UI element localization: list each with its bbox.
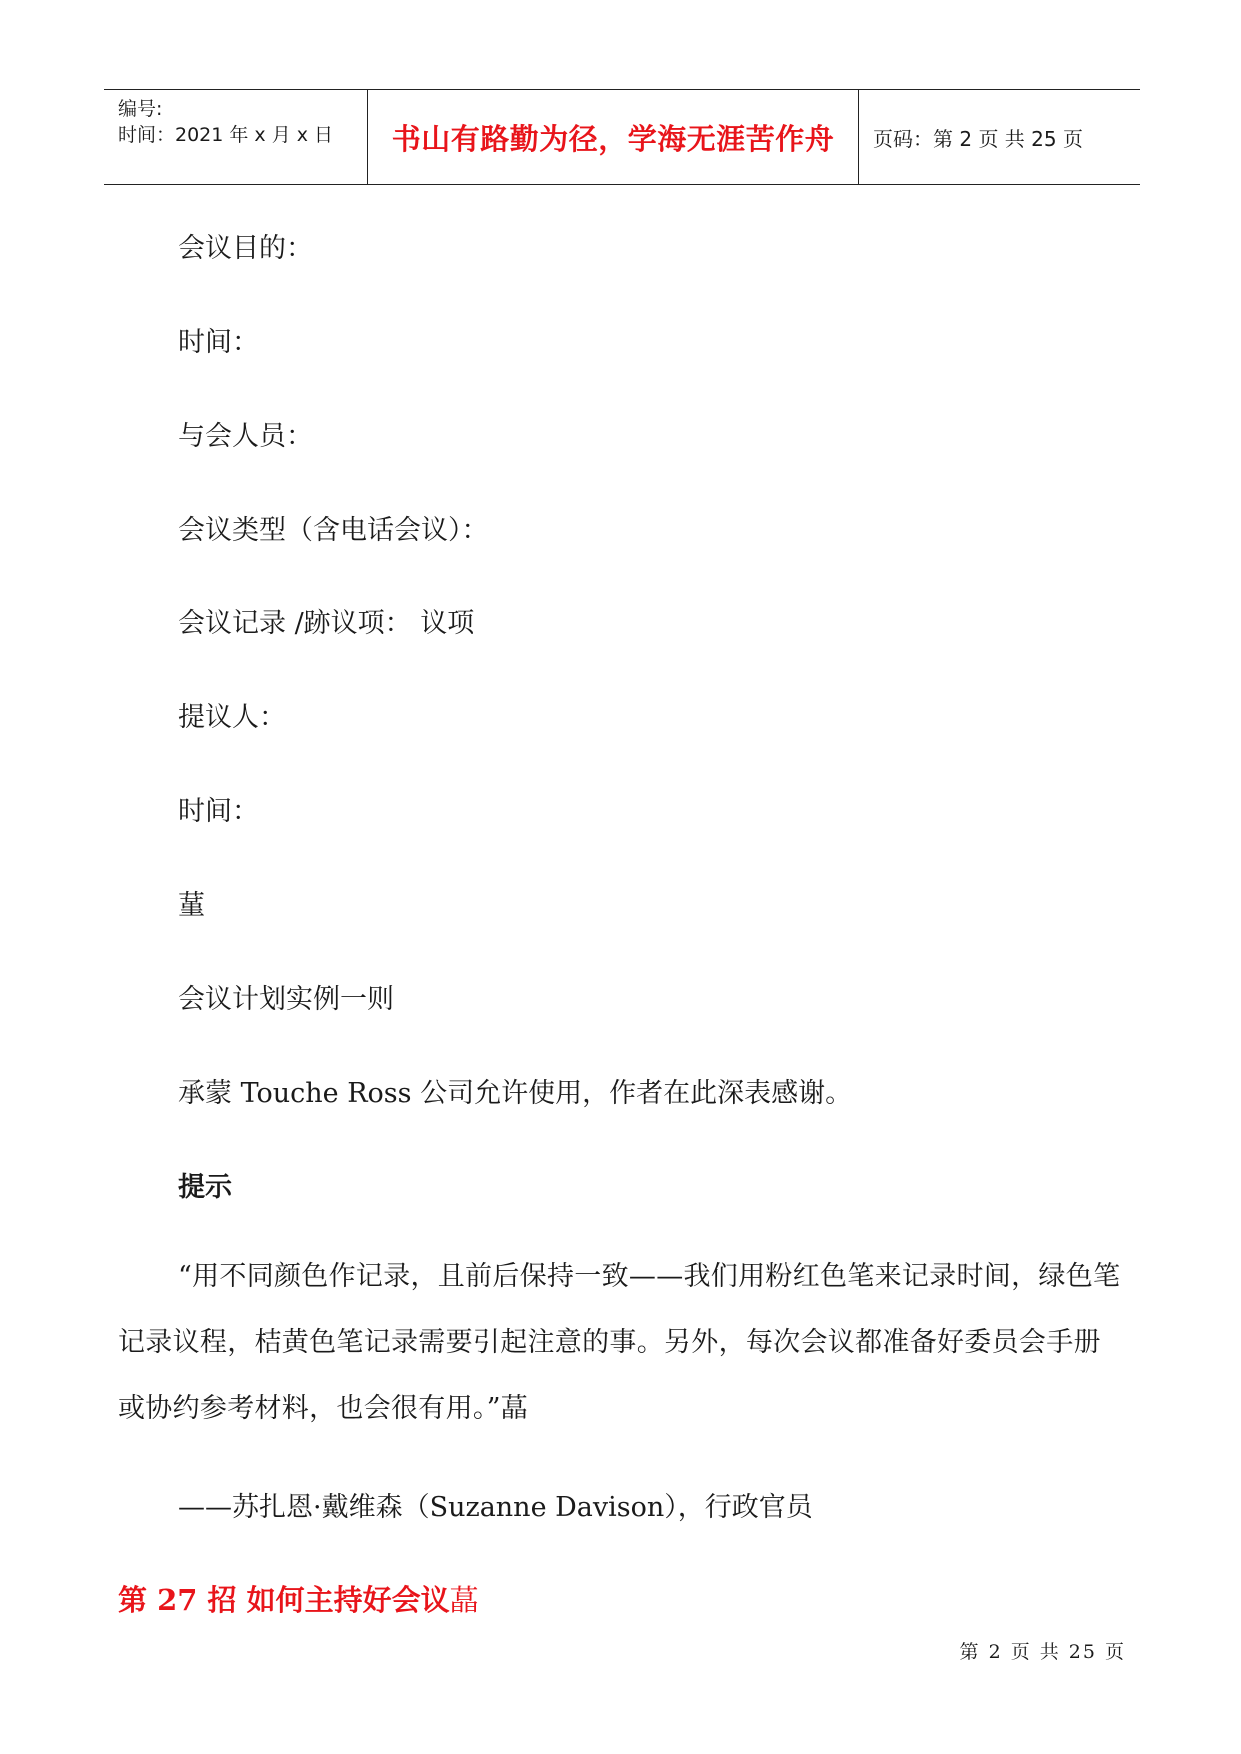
quote-paragraph: “用不同颜色作记录，且前后保持一致——我们用粉红色笔来记录时间，绿色笔记录议程，桔黄色笔记录需要引起注意的事。另外，每次会议都准备好委员会手册或协约参考材料，也会很有用。”蕌 [118, 1261, 1121, 1424]
line-attendees: 与会人员： [178, 421, 313, 452]
line-meeting-purpose: 会议目的： [178, 233, 313, 264]
tip-heading: 提示 [178, 1172, 232, 1203]
header-motto: 书山有路勤为径，学海无涯苦作舟 [368, 90, 859, 184]
number-label: 编号: [118, 98, 163, 120]
line-time-2: 时间： [178, 796, 259, 827]
line-glyph: 蓳 [178, 890, 205, 921]
time-label: 时间：2021 年 x 月 x 日 [118, 124, 334, 146]
line-acknowledgement: 承蒙 Touche Ross 公司允许使用，作者在此深表感谢。 [178, 1078, 853, 1109]
chapter-title [118, 1578, 479, 1619]
header-meta-cell [104, 90, 368, 184]
chapter-title-text: 第 27 招 如何主持好会议 [118, 1583, 450, 1617]
line-time: 时间： [178, 327, 259, 358]
line-meeting-record: 会议记录 /跡议项： 议项 [178, 608, 475, 639]
line-proposer: 提议人： [178, 702, 286, 733]
line-example-plan: 会议计划实例一则 [178, 984, 394, 1015]
header-page-label: 页码：第 2 页 共 25 页 [873, 126, 1083, 151]
line-meeting-type: 会议类型（含电话会议）： [178, 515, 489, 546]
page-header [104, 89, 1140, 185]
chapter-title-tail: 蕌 [449, 1583, 479, 1617]
quote-attribution: ——苏扎恩·戴维森（Suzanne Davison），行政官员 [178, 1492, 813, 1523]
page-footer: 第 2 页 共 25 页 [959, 1641, 1126, 1663]
